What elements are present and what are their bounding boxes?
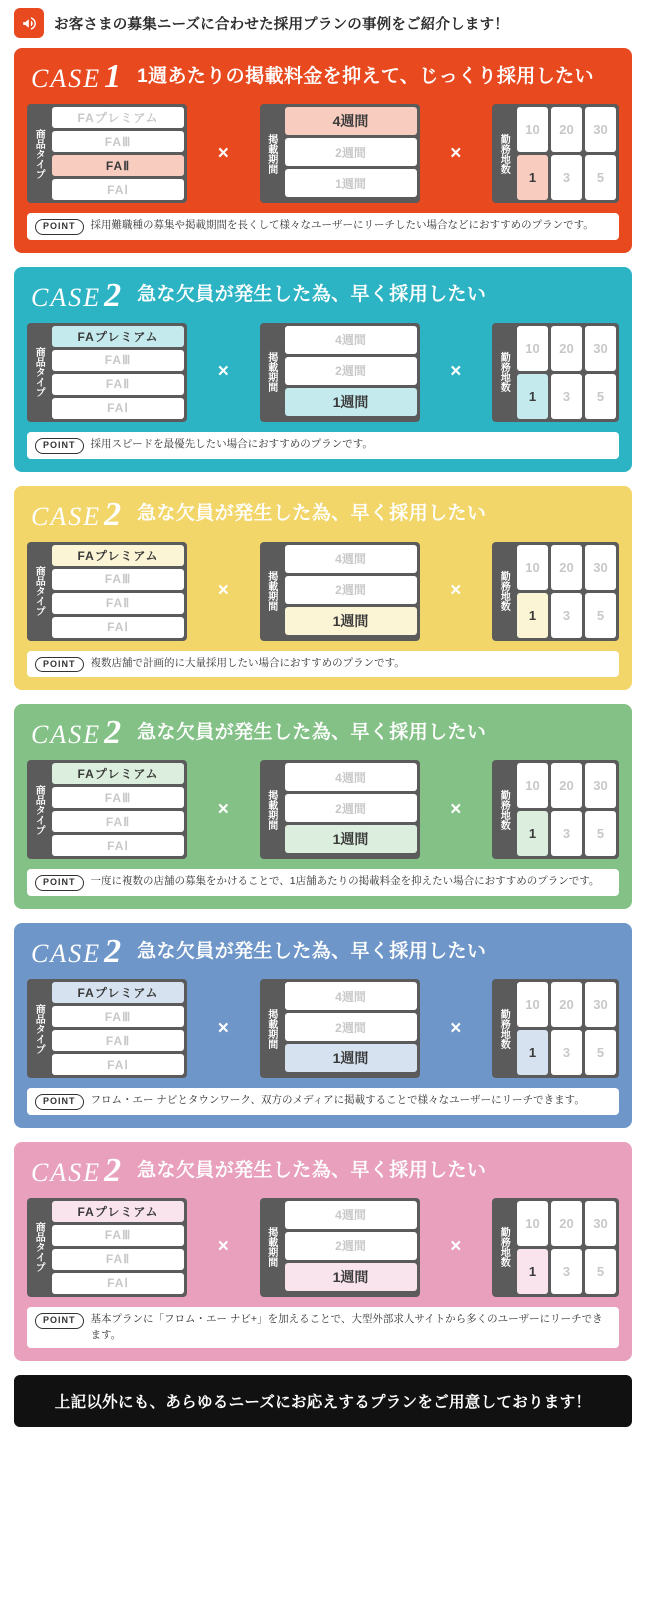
product-option[interactable]: FAⅠ	[52, 617, 184, 638]
case-number: 2	[104, 714, 124, 752]
multiply-icon: ×	[217, 1236, 229, 1258]
product-option[interactable]: FAⅡ	[52, 374, 184, 395]
period-label: 掲載期間	[260, 1198, 282, 1297]
product-option[interactable]: FAⅡ	[52, 593, 184, 614]
locations-options	[514, 542, 619, 641]
location-option[interactable]: 3	[551, 374, 582, 419]
case-card	[14, 267, 632, 472]
product-option[interactable]: FAⅡ	[52, 155, 184, 176]
locations-label: 勤務地数	[492, 323, 514, 422]
case-card	[14, 923, 632, 1128]
product-type-options	[49, 1198, 187, 1297]
case-title: 急な欠員が発生した為、早く採用したい	[137, 940, 487, 962]
location-option[interactable]: 10	[517, 326, 548, 371]
location-option[interactable]: 5	[585, 374, 616, 419]
period-option[interactable]: 2週間	[285, 794, 417, 822]
period-option[interactable]: 4週間	[285, 545, 417, 573]
location-option[interactable]: 10	[517, 545, 548, 590]
product-type-options	[49, 104, 187, 203]
point-tag: POINT	[35, 438, 84, 454]
location-option[interactable]: 10	[517, 763, 548, 808]
location-option[interactable]: 1	[517, 1030, 548, 1075]
product-option[interactable]: FAプレミアム	[52, 107, 184, 128]
case-word: CASE	[31, 720, 102, 750]
case-title: 急な欠員が発生した為、早く採用したい	[137, 721, 487, 743]
location-option[interactable]: 30	[585, 982, 616, 1027]
case-header	[27, 495, 619, 533]
point-text: 採用スピードを最優先したい場合におすすめのプランです。	[90, 437, 373, 450]
plan-matrix	[27, 542, 619, 641]
product-type-group	[27, 1198, 187, 1297]
location-option[interactable]: 30	[585, 545, 616, 590]
location-option[interactable]: 20	[551, 107, 582, 152]
period-option[interactable]: 1週間	[285, 169, 417, 197]
product-type-options	[49, 979, 187, 1078]
point-box	[27, 1088, 619, 1115]
location-option[interactable]: 1	[517, 374, 548, 419]
plan-matrix	[27, 979, 619, 1078]
multiply-icon: ×	[217, 798, 229, 820]
location-option[interactable]: 20	[551, 326, 582, 371]
period-option[interactable]: 1週間	[285, 1044, 417, 1072]
period-label: 掲載期間	[260, 104, 282, 203]
point-text: 採用難職種の募集や掲載期間を長くして様々なユーザーにリーチしたい場合などにおすすめのプランです。	[90, 219, 594, 231]
period-option[interactable]: 1週間	[285, 1263, 417, 1291]
product-type-group	[27, 323, 187, 422]
point-text: フロム・エー ナビとタウンワーク、双方のメディアに掲載することで様々なユーザーにリーチできます。	[90, 1094, 585, 1107]
point-tag: POINT	[35, 1313, 84, 1329]
case-word: CASE	[31, 282, 102, 312]
location-option[interactable]: 10	[517, 107, 548, 152]
product-type-label: 商品タイプ	[27, 323, 49, 422]
case-number: 2	[104, 1151, 124, 1189]
case-number: 1	[104, 58, 124, 95]
point-text: 基本プランに「フロム・エー ナビ+」を加えることで、大型外部求人サイトから多くのユーザーにリーチできます。	[90, 1312, 603, 1341]
period-options	[282, 542, 420, 641]
period-label: 掲載期間	[260, 323, 282, 422]
product-type-group	[27, 104, 187, 203]
locations-options	[514, 979, 619, 1078]
multiply-icon: ×	[450, 361, 462, 383]
case-label	[31, 935, 123, 969]
period-option[interactable]: 2週間	[285, 357, 417, 385]
location-option[interactable]: 30	[585, 763, 616, 808]
period-option[interactable]: 2週間	[285, 576, 417, 604]
location-option[interactable]: 3	[551, 155, 582, 200]
period-options	[282, 104, 420, 203]
case-header	[27, 935, 619, 969]
period-option[interactable]: 4週間	[285, 982, 417, 1010]
megaphone-icon	[14, 8, 44, 38]
period-option[interactable]: 1週間	[285, 825, 417, 853]
product-option[interactable]: FAⅡ	[52, 1030, 184, 1051]
product-option[interactable]: FAⅠ	[52, 835, 184, 856]
point-box	[27, 1307, 619, 1349]
locations-group	[492, 760, 619, 859]
case-number: 2	[104, 276, 124, 314]
location-option[interactable]: 10	[517, 1201, 548, 1246]
location-option[interactable]: 30	[585, 326, 616, 371]
case-card	[14, 1142, 632, 1362]
point-text: 一度に複数の店舗の募集をかけることで、1店舗あたりの掲載料金を抑えたい場合におすすめのプランです。	[90, 875, 600, 888]
location-option[interactable]: 20	[551, 982, 582, 1027]
locations-label: 勤務地数	[492, 1198, 514, 1297]
location-option[interactable]: 5	[585, 593, 616, 638]
period-options	[282, 760, 420, 859]
multiply-icon: ×	[450, 142, 462, 164]
multiply-icon: ×	[217, 361, 229, 383]
plan-matrix	[27, 104, 619, 203]
product-type-options	[49, 760, 187, 859]
case-label	[31, 60, 123, 94]
product-option[interactable]: FAⅡ	[52, 1249, 184, 1270]
product-option[interactable]: FAプレミアム	[52, 982, 184, 1003]
case-header	[27, 276, 619, 314]
location-option[interactable]: 20	[551, 545, 582, 590]
product-option[interactable]: FAⅢ	[52, 1225, 184, 1246]
product-option[interactable]: FAⅠ	[52, 398, 184, 419]
product-type-label: 商品タイプ	[27, 979, 49, 1078]
period-group	[260, 542, 420, 641]
case-header	[27, 60, 619, 94]
locations-label: 勤務地数	[492, 979, 514, 1078]
locations-options	[514, 1198, 619, 1297]
product-option[interactable]: FAⅠ	[52, 1273, 184, 1294]
plan-matrix	[27, 1198, 619, 1297]
location-option[interactable]: 10	[517, 982, 548, 1027]
case-label	[31, 276, 124, 314]
multiply-icon: ×	[217, 142, 229, 164]
location-option[interactable]: 3	[551, 593, 582, 638]
case-card	[14, 48, 632, 253]
locations-options	[514, 323, 619, 422]
period-option[interactable]: 4週間	[285, 763, 417, 791]
location-option[interactable]: 20	[551, 1201, 582, 1246]
plan-matrix	[27, 323, 619, 422]
case-label	[31, 495, 124, 533]
product-option[interactable]: FAⅢ	[52, 787, 184, 808]
page-title: お客さまの募集ニーズに合わせた採用プランの事例をご紹介します！	[54, 16, 509, 33]
period-option[interactable]: 2週間	[285, 1013, 417, 1041]
period-option[interactable]: 4週間	[285, 107, 417, 135]
point-box	[27, 213, 619, 240]
point-box	[27, 651, 619, 678]
locations-group	[492, 979, 619, 1078]
location-option[interactable]: 5	[585, 1249, 616, 1294]
location-option[interactable]: 5	[585, 811, 616, 856]
location-option[interactable]: 3	[551, 1249, 582, 1294]
period-option[interactable]: 1週間	[285, 607, 417, 635]
locations-group	[492, 542, 619, 641]
case-title: 急な欠員が発生した為、早く採用したい	[137, 284, 487, 306]
footer-text: 上記以外にも、あらゆるニーズにお応えするプランをご用意しております！	[54, 1394, 592, 1412]
case-card	[14, 486, 632, 691]
product-option[interactable]: FAⅢ	[52, 569, 184, 590]
product-option[interactable]: FAプレミアム	[52, 1201, 184, 1222]
product-type-options	[49, 542, 187, 641]
point-box	[27, 432, 619, 459]
point-tag: POINT	[35, 1094, 84, 1110]
case-title: 急な欠員が発生した為、早く採用したい	[137, 1159, 487, 1181]
product-option[interactable]: FAプレミアム	[52, 326, 184, 347]
period-label: 掲載期間	[260, 542, 282, 641]
product-type-options	[49, 323, 187, 422]
period-option[interactable]: 1週間	[285, 388, 417, 416]
case-header	[27, 1151, 619, 1189]
point-tag: POINT	[35, 219, 84, 235]
point-tag: POINT	[35, 875, 84, 891]
locations-group	[492, 323, 619, 422]
period-group	[260, 979, 420, 1078]
product-option[interactable]: FAⅢ	[52, 131, 184, 152]
case-card	[14, 704, 632, 909]
case-label	[31, 716, 123, 750]
locations-options	[514, 760, 619, 859]
location-option[interactable]: 1	[517, 811, 548, 856]
product-option[interactable]: FAプレミアム	[52, 763, 184, 784]
product-option[interactable]: FAⅢ	[52, 1006, 184, 1027]
locations-label: 勤務地数	[492, 542, 514, 641]
multiply-icon: ×	[450, 1236, 462, 1258]
location-option[interactable]: 3	[551, 1030, 582, 1075]
case-number: 2	[104, 495, 124, 533]
multiply-icon: ×	[217, 1017, 229, 1039]
period-options	[282, 979, 420, 1078]
multiply-icon: ×	[450, 1017, 462, 1039]
case-header	[27, 716, 619, 750]
location-option[interactable]: 1	[517, 593, 548, 638]
location-option[interactable]: 3	[551, 811, 582, 856]
product-option[interactable]: FAⅡ	[52, 811, 184, 832]
case-word: CASE	[31, 501, 102, 531]
location-option[interactable]: 1	[517, 1249, 548, 1294]
plan-matrix	[27, 760, 619, 859]
page-header	[0, 0, 646, 48]
product-type-group	[27, 542, 187, 641]
product-type-label: 商品タイプ	[27, 104, 49, 203]
product-type-label: 商品タイプ	[27, 542, 49, 641]
case-title: 急な欠員が発生した為、早く採用したい	[137, 503, 487, 525]
location-option[interactable]: 1	[517, 155, 548, 200]
case-word: CASE	[31, 1157, 102, 1187]
product-option[interactable]: FAⅠ	[52, 179, 184, 200]
period-group	[260, 760, 420, 859]
location-option[interactable]: 20	[551, 763, 582, 808]
case-number: 2	[104, 933, 124, 971]
location-option[interactable]: 30	[585, 1201, 616, 1246]
multiply-icon: ×	[450, 580, 462, 602]
period-option[interactable]: 2週間	[285, 138, 417, 166]
product-type-label: 商品タイプ	[27, 760, 49, 859]
locations-label: 勤務地数	[492, 760, 514, 859]
case-title: 1週あたりの掲載料金を抑えて、じっくり採用したい	[137, 65, 594, 87]
period-option[interactable]: 2週間	[285, 1232, 417, 1260]
case-word: CASE	[31, 64, 102, 93]
product-option[interactable]: FAⅢ	[52, 350, 184, 371]
product-option[interactable]: FAプレミアム	[52, 545, 184, 566]
point-text: 複数店舗で計画的に大量採用したい場合におすすめのプランです。	[90, 656, 405, 669]
product-type-group	[27, 979, 187, 1078]
period-group	[260, 104, 420, 203]
locations-group	[492, 1198, 619, 1297]
locations-label: 勤務地数	[492, 104, 514, 203]
period-group	[260, 1198, 420, 1297]
point-box	[27, 869, 619, 896]
product-option[interactable]: FAⅠ	[52, 1054, 184, 1075]
period-label: 掲載期間	[260, 979, 282, 1078]
location-option[interactable]: 5	[585, 155, 616, 200]
locations-options	[514, 104, 619, 203]
period-option[interactable]: 4週間	[285, 1201, 417, 1229]
locations-group	[492, 104, 619, 203]
period-options	[282, 1198, 420, 1297]
cases-container	[0, 48, 646, 1361]
location-option[interactable]: 30	[585, 107, 616, 152]
multiply-icon: ×	[217, 580, 229, 602]
period-label: 掲載期間	[260, 760, 282, 859]
location-option[interactable]: 5	[585, 1030, 616, 1075]
point-tag: POINT	[35, 657, 84, 673]
multiply-icon: ×	[450, 798, 462, 820]
product-type-group	[27, 760, 187, 859]
period-option[interactable]: 4週間	[285, 326, 417, 354]
case-word: CASE	[31, 939, 102, 969]
footer-banner	[14, 1375, 632, 1427]
case-label	[31, 1151, 124, 1189]
product-type-label: 商品タイプ	[27, 1198, 49, 1297]
period-options	[282, 323, 420, 422]
period-group	[260, 323, 420, 422]
